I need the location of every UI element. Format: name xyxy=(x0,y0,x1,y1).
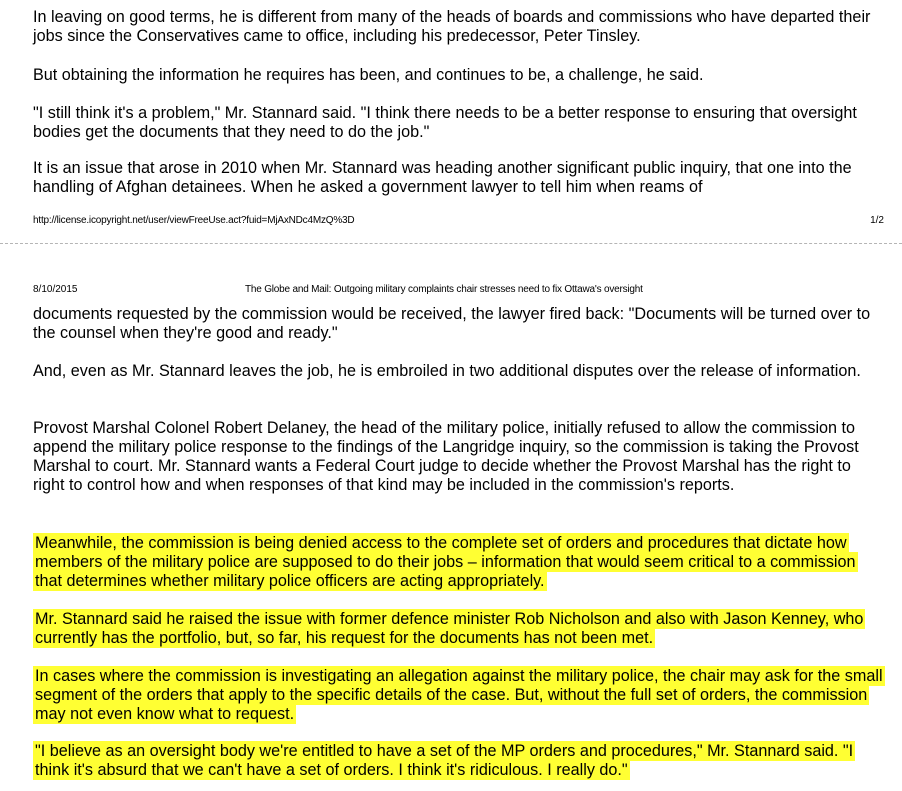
page-divider xyxy=(0,243,902,259)
paragraph xyxy=(33,8,883,46)
paragraph-text: It is an issue that arose in 2010 when Mr. Stannard was heading another significant public inquiry, that one into the handling of Afghan detainees. When he asked a government lawyer to tell him when reams of xyxy=(33,159,852,196)
header-date: 8/10/2015 xyxy=(33,284,78,295)
document-page-1 xyxy=(0,0,902,243)
paragraph-text: Provost Marshal Colonel Robert Delaney, the head of the military police, initially refused to allow the commission to append the military police response to the findings of the Langridge inquiry, so the commission is taking the Provost Marshal to court. Mr. Stannard wants a Federal Court judge to decide whether the Provost Marshal has the right to right to control how and when responses of that kind may be included in the commission's reports. xyxy=(33,419,859,494)
highlighted-text: Meanwhile, the commission is being denied access to the complete set of orders and procedures that dictate how members of the military police are supposed to do their jobs – information that would seem critical to a commission that determines whether military police officers are acting appropriately. xyxy=(35,534,856,590)
paragraph xyxy=(33,362,883,381)
paragraph xyxy=(33,159,883,197)
document-page-2 xyxy=(0,259,902,791)
paragraph xyxy=(33,66,883,85)
page-number: 1/2 xyxy=(870,215,884,226)
paragraph-text: But obtaining the information he requires has been, and continues to be, a challenge, he said. xyxy=(33,66,704,84)
paragraph xyxy=(33,419,883,495)
highlighted-paragraph xyxy=(33,610,883,648)
highlighted-text: Mr. Stannard said he raised the issue with former defence minister Rob Nicholson and also with Jason Kenney, who currently has the portfolio, but, so far, his request for the documents has not been met. xyxy=(35,610,864,647)
highlighted-text: "I believe as an oversight body we're entitled to have a set of the MP orders and procedures," Mr. Stannard said. "I think it's absurd that we can't have a set of orders. I think it's ridiculous. I really do." xyxy=(35,742,854,779)
paragraph xyxy=(33,104,883,142)
paragraph-text: documents requested by the commission would be received, the lawyer fired back: "Documents will be turned over to the counsel when they're good and ready." xyxy=(33,305,871,342)
highlighted-paragraph xyxy=(33,667,883,724)
paragraph-text: In leaving on good terms, he is different from many of the heads of boards and commissions who have departed their jobs since the Conservatives came to office, including his predecessor, Peter Tinsley. xyxy=(33,8,871,45)
highlighted-paragraph xyxy=(33,742,883,780)
footer-url[interactable]: http://license.icopyright.net/user/viewFreeUse.act?fuid=MjAxNDc4MzQ%3D xyxy=(33,215,355,226)
highlighted-paragraph xyxy=(33,534,883,591)
paragraph xyxy=(33,305,883,343)
header-title: The Globe and Mail: Outgoing military complaints chair stresses need to fix Ottawa's oversight xyxy=(245,284,643,295)
paragraph-text: And, even as Mr. Stannard leaves the job, he is embroiled in two additional disputes over the release of information. xyxy=(33,362,861,380)
highlighted-text: In cases where the commission is investigating an allegation against the military police, the chair may ask for the small segment of the orders that apply to the specific details of the case. But, without the full set of orders, the commission may not even know what to request. xyxy=(35,667,883,723)
paragraph-text: "I still think it's a problem," Mr. Stannard said. "I think there needs to be a better response to ensuring that oversight bodies get the documents that they need to do the job." xyxy=(33,104,857,141)
